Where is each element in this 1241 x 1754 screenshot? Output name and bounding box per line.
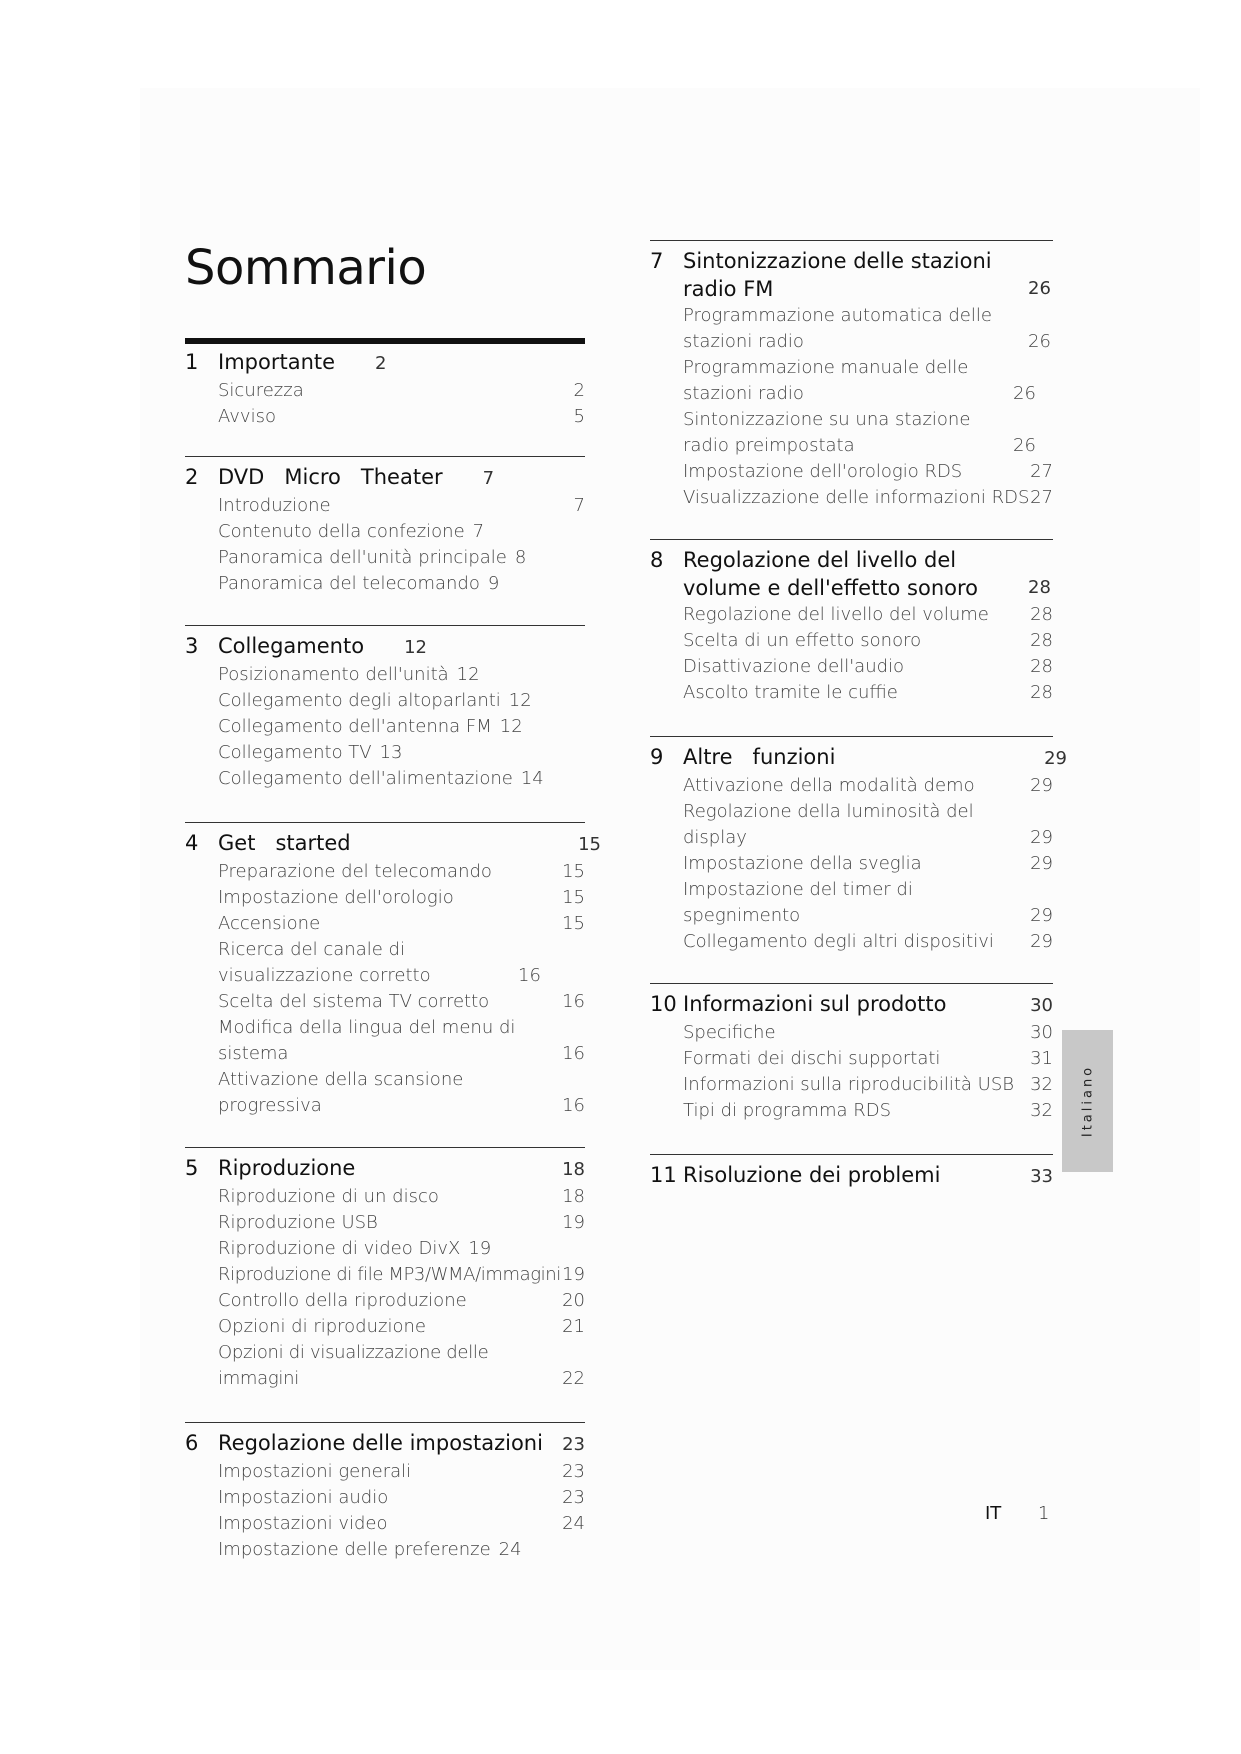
toc-item[interactable] (185, 885, 585, 911)
section-number: 1 (185, 350, 199, 374)
section-page: 28 (1028, 577, 1051, 598)
item-page: 12 (499, 716, 523, 737)
item-page: 19 (562, 1264, 585, 1285)
item-label: Attivazione della modalità demo (683, 775, 975, 796)
item-label: Opzioni di riproduzione (218, 1316, 426, 1337)
section-page: 30 (1030, 995, 1053, 1016)
toc-item[interactable] (650, 1020, 1053, 1046)
section-heading[interactable] (185, 1429, 585, 1459)
item-label: Ascolto tramite le cuffie (683, 682, 898, 703)
item-label: Impostazioni audio (218, 1487, 389, 1508)
item-label: Avviso (218, 406, 276, 427)
item-page: 28 (1030, 656, 1053, 677)
toc-item[interactable] (185, 545, 585, 571)
item-label: Impostazione del timer di spegnimento (683, 879, 913, 926)
toc-item[interactable] (185, 1511, 585, 1537)
toc-item[interactable] (185, 688, 585, 714)
item-page: 27 (1030, 487, 1053, 508)
section-title: Risoluzione dei problemi (683, 1163, 941, 1187)
item-label: Regolazione della luminosità del display (683, 801, 974, 848)
item-page: 15 (562, 913, 585, 934)
item-page: 24 (498, 1539, 522, 1560)
item-page: 8 (514, 547, 527, 568)
item-label: Modifica della lingua del menu di sistema (218, 1017, 516, 1064)
item-page: 22 (562, 1368, 585, 1389)
section-heading[interactable] (650, 743, 1067, 773)
toc-item[interactable] (185, 1067, 585, 1119)
item-label: Contenuto della confezione (218, 521, 465, 542)
section-title: Informazioni sul prodotto (683, 992, 947, 1016)
section-title: Regolazione del livello del volume e dell'effetto sonoro (683, 548, 979, 600)
section-title: Importante (218, 350, 336, 374)
item-label: Collegamento degli altoparlanti (218, 690, 501, 711)
item-label: Opzioni di visualizzazione delle immagini (218, 1342, 489, 1389)
toc-item[interactable] (650, 877, 1053, 929)
item-label: Disattivazione dell'audio (683, 656, 905, 677)
section-number: 2 (185, 465, 199, 489)
item-page: 12 (508, 690, 532, 711)
item-page: 28 (1030, 682, 1053, 703)
toc-item[interactable] (650, 929, 1053, 955)
toc-item[interactable] (185, 740, 585, 766)
item-page: 32 (1030, 1074, 1053, 1095)
item-page: 13 (379, 742, 403, 763)
item-label: Collegamento degli altri dispositivi (683, 931, 994, 952)
toc-item[interactable] (650, 459, 1053, 485)
section-title: Altre funzioni (683, 745, 836, 769)
toc-item[interactable] (185, 859, 585, 885)
section-heading[interactable] (650, 1161, 1053, 1191)
toc-item[interactable] (185, 1184, 585, 1210)
toc-item[interactable] (185, 1236, 585, 1262)
item-label: Impostazioni video (218, 1513, 388, 1534)
item-page: 20 (562, 1290, 585, 1311)
language-tab (1062, 1030, 1113, 1172)
item-label: Controllo della riproduzione (218, 1290, 467, 1311)
item-label: Collegamento TV (218, 742, 372, 763)
item-page: 16 (518, 965, 541, 986)
item-page: 24 (562, 1513, 585, 1534)
toc-item[interactable] (185, 989, 585, 1015)
toc-item[interactable] (650, 1046, 1053, 1072)
item-page: 26 (1028, 331, 1051, 352)
toc-item[interactable] (185, 662, 585, 688)
item-page: 19 (562, 1212, 585, 1233)
section-heading[interactable] (185, 829, 601, 859)
toc-section-1 (185, 344, 585, 430)
section-title: DVD Micro Theater (218, 465, 443, 489)
footer-language: IT (985, 1503, 1002, 1524)
section-heading[interactable] (650, 990, 1053, 1020)
item-page: 16 (562, 1095, 585, 1116)
toc-item[interactable] (185, 1537, 585, 1563)
section-page: 29 (1044, 748, 1067, 769)
item-label: Specifiche (683, 1022, 776, 1043)
toc-item[interactable] (650, 654, 1053, 680)
toc-item[interactable] (185, 766, 585, 792)
item-page: 19 (468, 1238, 492, 1259)
item-label: Visualizzazione delle informazioni RDS (683, 487, 1030, 508)
toc-section-8 (650, 539, 1053, 706)
section-page: 23 (562, 1434, 585, 1455)
section-heading[interactable] (185, 463, 585, 493)
section-page: 2 (375, 353, 387, 374)
toc-item[interactable] (650, 602, 1053, 628)
section-title: Collegamento (218, 634, 365, 658)
toc-item[interactable] (185, 1340, 585, 1392)
item-label: Impostazione della sveglia (683, 853, 922, 874)
toc-item[interactable] (650, 1098, 1053, 1124)
section-heading[interactable] (650, 247, 1053, 303)
item-page: 26 (1013, 435, 1036, 456)
item-label: Riproduzione USB (218, 1212, 378, 1233)
toc-right-column (650, 240, 1067, 1191)
item-page: 16 (562, 1043, 585, 1064)
item-page: 29 (1030, 853, 1053, 874)
item-label: Ricerca del canale di visualizzazione corretto (218, 939, 431, 986)
toc-item[interactable] (185, 714, 585, 740)
item-page: 28 (1030, 604, 1053, 625)
toc-section-5 (185, 1147, 585, 1392)
section-number: 10 (650, 992, 677, 1016)
section-page: 12 (404, 637, 427, 658)
item-label: Riproduzione di un disco (218, 1186, 439, 1207)
section-page: 7 (482, 468, 495, 489)
toc-item[interactable] (650, 407, 1053, 459)
item-label: Programmazione automatica delle stazioni radio (683, 305, 992, 352)
item-page: 23 (562, 1487, 585, 1508)
item-label: Impostazione delle preferenze (218, 1539, 491, 1560)
page-title: Sommario (185, 240, 427, 296)
toc-item[interactable] (185, 378, 585, 404)
item-page: 18 (562, 1186, 585, 1207)
item-label: Collegamento dell'antenna FM (218, 716, 492, 737)
section-page: 33 (1030, 1166, 1053, 1187)
item-label: Scelta del sistema TV corretto (218, 991, 490, 1012)
item-page: 29 (1030, 931, 1053, 952)
section-number: 11 (650, 1163, 677, 1187)
toc-item[interactable] (185, 1015, 585, 1067)
toc-item[interactable] (650, 680, 1053, 706)
toc-item[interactable] (650, 799, 1053, 851)
toc-section-6 (185, 1422, 585, 1563)
toc-item[interactable] (185, 911, 585, 937)
item-page: 7 (573, 495, 585, 516)
section-page: 18 (562, 1159, 585, 1180)
toc-item[interactable] (650, 773, 1053, 799)
item-page: 14 (520, 768, 544, 789)
toc-item[interactable] (185, 1314, 585, 1340)
section-title: Get started (218, 831, 351, 855)
item-page: 29 (1030, 775, 1053, 796)
item-label: Preparazione del telecomando (218, 861, 492, 882)
item-page: 2 (573, 380, 585, 401)
language-tab-label: Italiano (1080, 1064, 1095, 1138)
toc-item[interactable] (185, 493, 585, 519)
toc-item[interactable] (650, 628, 1053, 654)
section-page: 26 (1028, 278, 1051, 299)
item-label: Collegamento dell'alimentazione (218, 768, 513, 789)
item-label: Riproduzione di video DivX (218, 1238, 461, 1259)
item-page: 29 (1030, 827, 1053, 848)
item-label: Impostazione dell'orologio (218, 887, 454, 908)
item-page: 30 (1030, 1022, 1053, 1043)
toc-section-7 (650, 240, 1053, 511)
item-page: 28 (1030, 630, 1053, 651)
item-page: 31 (1030, 1048, 1053, 1069)
toc-item[interactable] (185, 404, 585, 430)
item-page: 26 (1013, 383, 1036, 404)
section-title: Sintonizzazione delle stazioni radio FM (683, 249, 992, 301)
toc-section-3 (185, 625, 585, 792)
item-label: Panoramica dell'unità principale (218, 547, 507, 568)
toc-item[interactable] (185, 1288, 585, 1314)
item-page: 21 (562, 1316, 585, 1337)
section-number: 3 (185, 634, 199, 658)
item-label: Regolazione del livello del volume (683, 604, 989, 625)
toc-item[interactable] (650, 355, 1053, 407)
toc-section-9 (650, 736, 1067, 955)
section-heading[interactable] (185, 348, 585, 378)
section-number: 5 (185, 1156, 199, 1180)
toc-item[interactable] (185, 1459, 585, 1485)
toc-item[interactable] (650, 303, 1053, 355)
toc-item[interactable] (185, 1262, 585, 1288)
item-page: 12 (456, 664, 480, 685)
item-page: 5 (573, 406, 585, 427)
toc-item[interactable] (650, 485, 1053, 511)
toc-section-11 (650, 1154, 1053, 1191)
section-number: 4 (185, 831, 199, 855)
toc-section-10 (650, 983, 1053, 1124)
toc-section-2 (185, 456, 585, 597)
item-page: 15 (562, 861, 585, 882)
toc-item[interactable] (185, 1210, 585, 1236)
toc-section-4 (185, 822, 601, 1119)
item-label: Accensione (218, 913, 321, 934)
section-number: 6 (185, 1431, 199, 1455)
item-page: 29 (1030, 905, 1053, 926)
footer-page-number: 1 (1038, 1503, 1050, 1524)
item-label: Sintonizzazione su una stazione radio preimpostata (683, 409, 971, 456)
item-page: 32 (1030, 1100, 1053, 1121)
item-page: 16 (562, 991, 585, 1012)
item-label: Programmazione manuale delle stazioni radio (683, 357, 969, 404)
item-page: 23 (562, 1461, 585, 1482)
section-heading[interactable] (185, 1154, 585, 1184)
toc-item[interactable] (185, 571, 585, 597)
item-label: Introduzione (218, 495, 331, 516)
toc-item[interactable] (650, 1072, 1053, 1098)
item-label: Impostazione dell'orologio RDS (683, 461, 963, 482)
toc-item[interactable] (185, 519, 585, 545)
section-heading[interactable] (185, 632, 585, 662)
item-label: Panoramica del telecomando (218, 573, 480, 594)
item-label: Posizionamento dell'unità (218, 664, 449, 685)
section-title: Regolazione delle impostazioni (218, 1431, 543, 1455)
section-title: Riproduzione (218, 1156, 356, 1180)
item-label: Sicurezza (218, 380, 304, 401)
item-label: Informazioni sulla riproducibilità USB (683, 1074, 1015, 1095)
section-number: 8 (650, 548, 664, 572)
toc-item[interactable] (185, 937, 585, 989)
item-label: Riproduzione di file MP3/WMA/immagini (218, 1264, 561, 1285)
item-label: Formati dei dischi supportati (683, 1048, 941, 1069)
item-page: 15 (562, 887, 585, 908)
item-label: Tipi di programma RDS (683, 1100, 892, 1121)
toc-item[interactable] (650, 851, 1053, 877)
item-page: 27 (1030, 461, 1053, 482)
item-label: Scelta di un effetto sonoro (683, 630, 922, 651)
item-page: 7 (472, 521, 485, 542)
section-heading[interactable] (650, 546, 1053, 602)
item-label: Attivazione della scansione progressiva (218, 1069, 464, 1116)
toc-left-column (185, 344, 601, 1563)
section-number: 9 (650, 745, 664, 769)
section-number: 7 (650, 249, 664, 273)
item-page: 9 (487, 573, 500, 594)
item-label: Impostazioni generali (218, 1461, 412, 1482)
section-page: 15 (578, 834, 601, 855)
toc-item[interactable] (185, 1485, 585, 1511)
